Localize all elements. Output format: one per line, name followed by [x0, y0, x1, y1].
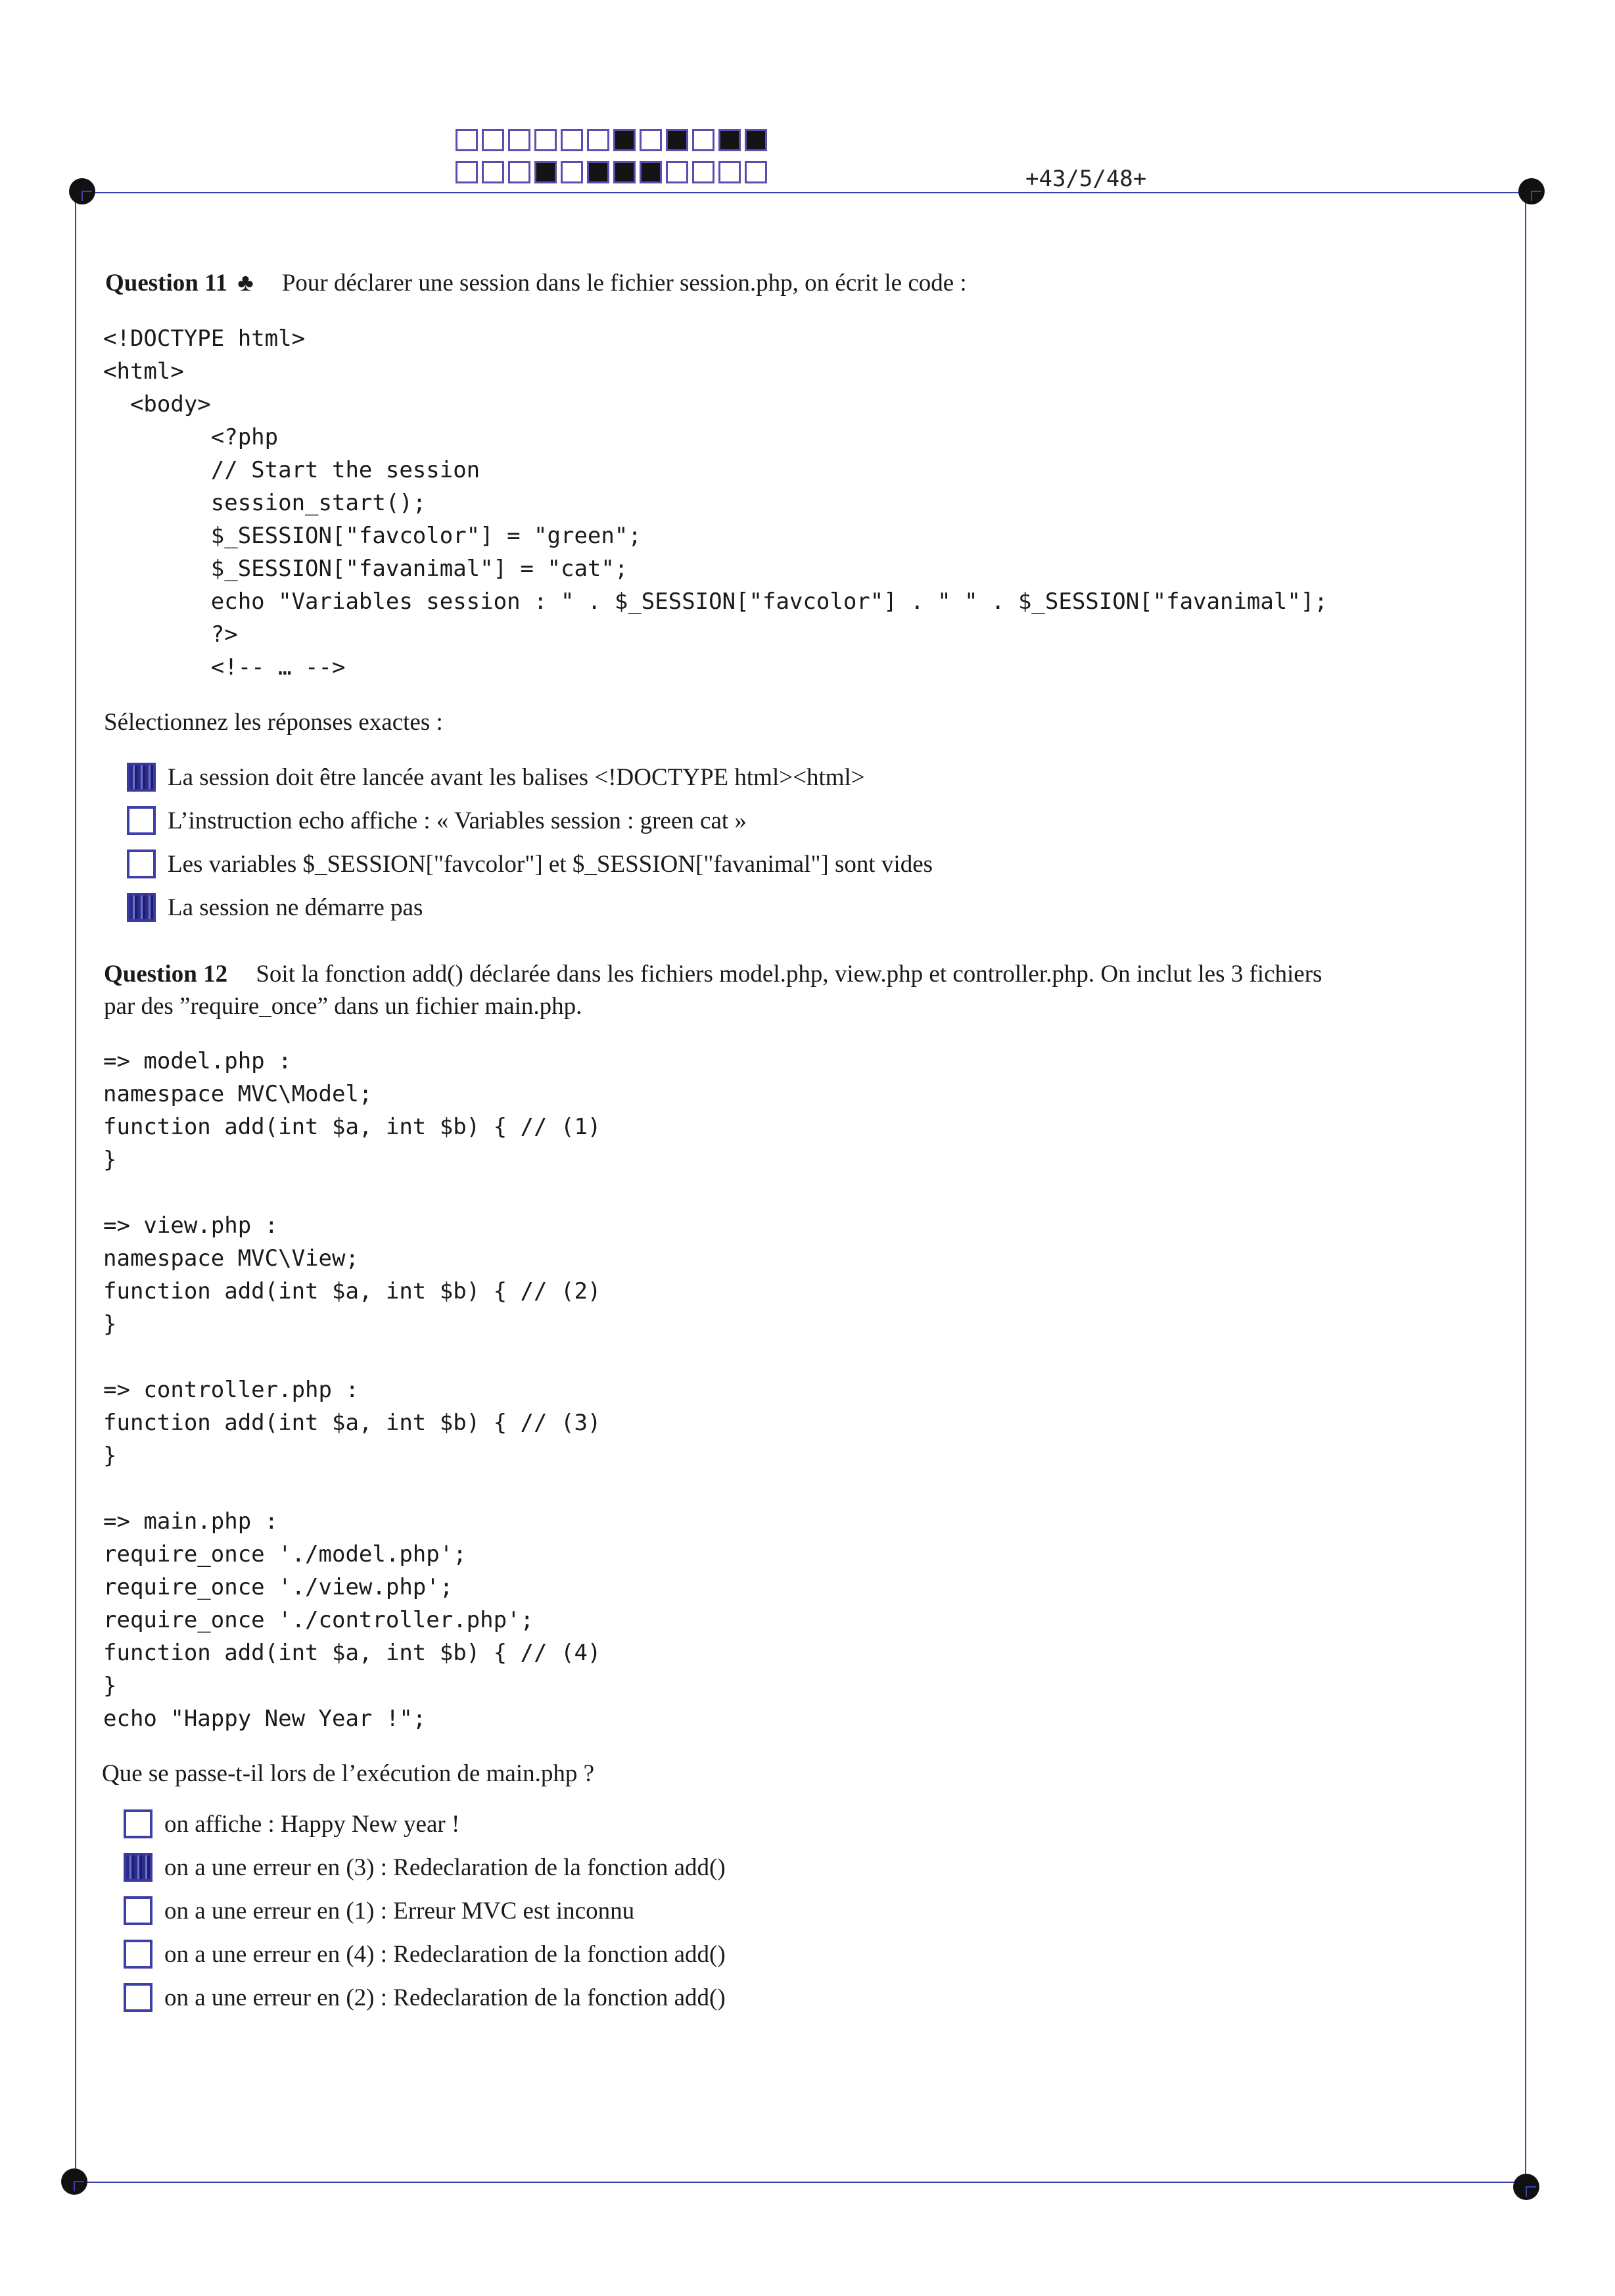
- binary-code-box: [666, 129, 688, 151]
- binary-code-box: [534, 129, 557, 151]
- q11-checkbox-4[interactable]: [127, 893, 156, 922]
- question-12-text-line-2: par des ”require_once” dans un fichier main.php.: [104, 993, 582, 1020]
- q12-checkbox-1[interactable]: [124, 1809, 152, 1838]
- binary-code-box: [745, 161, 767, 183]
- q12-checkbox-2[interactable]: [124, 1853, 152, 1882]
- q12-choice-4-text: on a une erreur en (4) : Redeclaration de la fonction add(): [164, 1940, 726, 1968]
- frame-left-line: [75, 192, 76, 2183]
- q12-choice-4[interactable]: [124, 1940, 726, 1969]
- q11-checkbox-2[interactable]: [127, 806, 156, 835]
- binary-code-box: [534, 161, 557, 183]
- binary-code-box: [587, 129, 609, 151]
- q12-choice-2[interactable]: [124, 1853, 726, 1882]
- q11-choice-3[interactable]: [127, 849, 933, 878]
- question-11-label: Question 11: [105, 270, 228, 297]
- binary-code-box: [508, 161, 530, 183]
- q12-checkbox-3[interactable]: [124, 1896, 152, 1925]
- binary-code-box: [587, 161, 609, 183]
- binary-code-box: [508, 129, 530, 151]
- q11-choice-1[interactable]: [127, 763, 865, 792]
- q12-choice-5-text: on a une erreur en (2) : Redeclaration de la fonction add(): [164, 1984, 726, 2011]
- q12-choice-2-text: on a une erreur en (3) : Redeclaration de la fonction add(): [164, 1854, 726, 1881]
- binary-code-box: [718, 161, 741, 183]
- q11-choice-4-text: La session ne démarre pas: [168, 894, 423, 921]
- q11-checkbox-3[interactable]: [127, 849, 156, 878]
- question-12-text-line-1: Soit la fonction add() déclarée dans les fichiers model.php, view.php et controller.php. On inclut les 3 fichiers: [256, 961, 1322, 988]
- frame-right-line: [1525, 192, 1526, 2183]
- binary-code-box: [718, 129, 741, 151]
- binary-code-box: [613, 129, 636, 151]
- binary-code-box: [456, 129, 478, 151]
- binary-code-box: [561, 161, 583, 183]
- binary-code-box: [666, 161, 688, 183]
- q11-choice-1-text: La session doit être lancée avant les balises <!DOCTYPE html><html>: [168, 763, 865, 791]
- corner-mark-top-right: [1518, 178, 1545, 204]
- q11-choice-2[interactable]: [127, 806, 747, 835]
- question-11-prompt: Sélectionnez les réponses exactes :: [104, 709, 443, 736]
- frame-bottom-line: [74, 2182, 1526, 2183]
- q12-choice-3[interactable]: [124, 1896, 634, 1925]
- frame-top-line: [82, 192, 1532, 193]
- q12-choice-1[interactable]: [124, 1809, 459, 1838]
- q12-checkbox-5[interactable]: [124, 1983, 152, 2012]
- q11-choice-2-text: L’instruction echo affiche : « Variables session : green cat »: [168, 807, 747, 834]
- q11-checkbox-1[interactable]: [127, 763, 156, 792]
- binary-code-box: [640, 129, 662, 151]
- binary-code-box: [561, 129, 583, 151]
- binary-code-box: [456, 161, 478, 183]
- question-11-heading: [105, 267, 967, 300]
- binary-code-box: [640, 161, 662, 183]
- binary-code-box: [482, 161, 504, 183]
- q12-choice-3-text: on a une erreur en (1) : Erreur MVC est inconnu: [164, 1897, 635, 1925]
- club-marker-icon: ♣: [237, 270, 254, 297]
- binary-code-box: [613, 161, 636, 183]
- binary-code-box: [692, 129, 714, 151]
- page-id: +43/5/48+: [1025, 166, 1147, 192]
- question-12-code: => model.php : namespace MVC\Model; function add(int $a, int $b) { // (1) } => view.php : namespace MVC\View; function add(int $a, int $b) { // (2) } => controller.php : function add(int $a, int $b) { // (3) } => main.php : require_once './model.php'; require_once './view.php'; require_once './controller.php'; function add(int $a, int $b) { // (4) } echo "Happy New Year !";: [103, 1048, 601, 1732]
- question-11-code: <!DOCTYPE html> <html> <body> <?php // Start the session session_start(); $_SESSION["favcolor"] = "green"; $_SESSION["favanimal"] = "cat"; echo "Variables session : " . $_SESSION["favcolor"] . " " . $_SESSION["favanimal"]; ?> <!-- … -->: [103, 325, 1328, 681]
- q11-choice-4[interactable]: [127, 893, 423, 922]
- binary-code-box: [692, 161, 714, 183]
- question-12-prompt: Que se passe-t-il lors de l’exécution de main.php ?: [102, 1760, 595, 1787]
- question-12-heading: [104, 958, 1322, 991]
- binary-code-row-1: [456, 129, 771, 151]
- q12-choice-1-text: on affiche : Happy New year !: [164, 1810, 460, 1838]
- binary-code-row-2: [456, 161, 771, 183]
- corner-mark-bottom-left: [61, 2168, 87, 2195]
- q11-choice-3-text: Les variables $_SESSION["favcolor"] et $_SESSION["favanimal"] sont vides: [168, 850, 933, 878]
- q12-choice-5[interactable]: [124, 1983, 726, 2012]
- binary-code-box: [482, 129, 504, 151]
- binary-code-box: [745, 129, 767, 151]
- question-11-text: Pour déclarer une session dans le fichier session.php, on écrit le code :: [281, 270, 967, 297]
- question-12-label: Question 12: [104, 961, 228, 988]
- q12-checkbox-4[interactable]: [124, 1940, 152, 1969]
- corner-mark-top-left: [69, 178, 95, 204]
- corner-mark-bottom-right: [1513, 2174, 1539, 2200]
